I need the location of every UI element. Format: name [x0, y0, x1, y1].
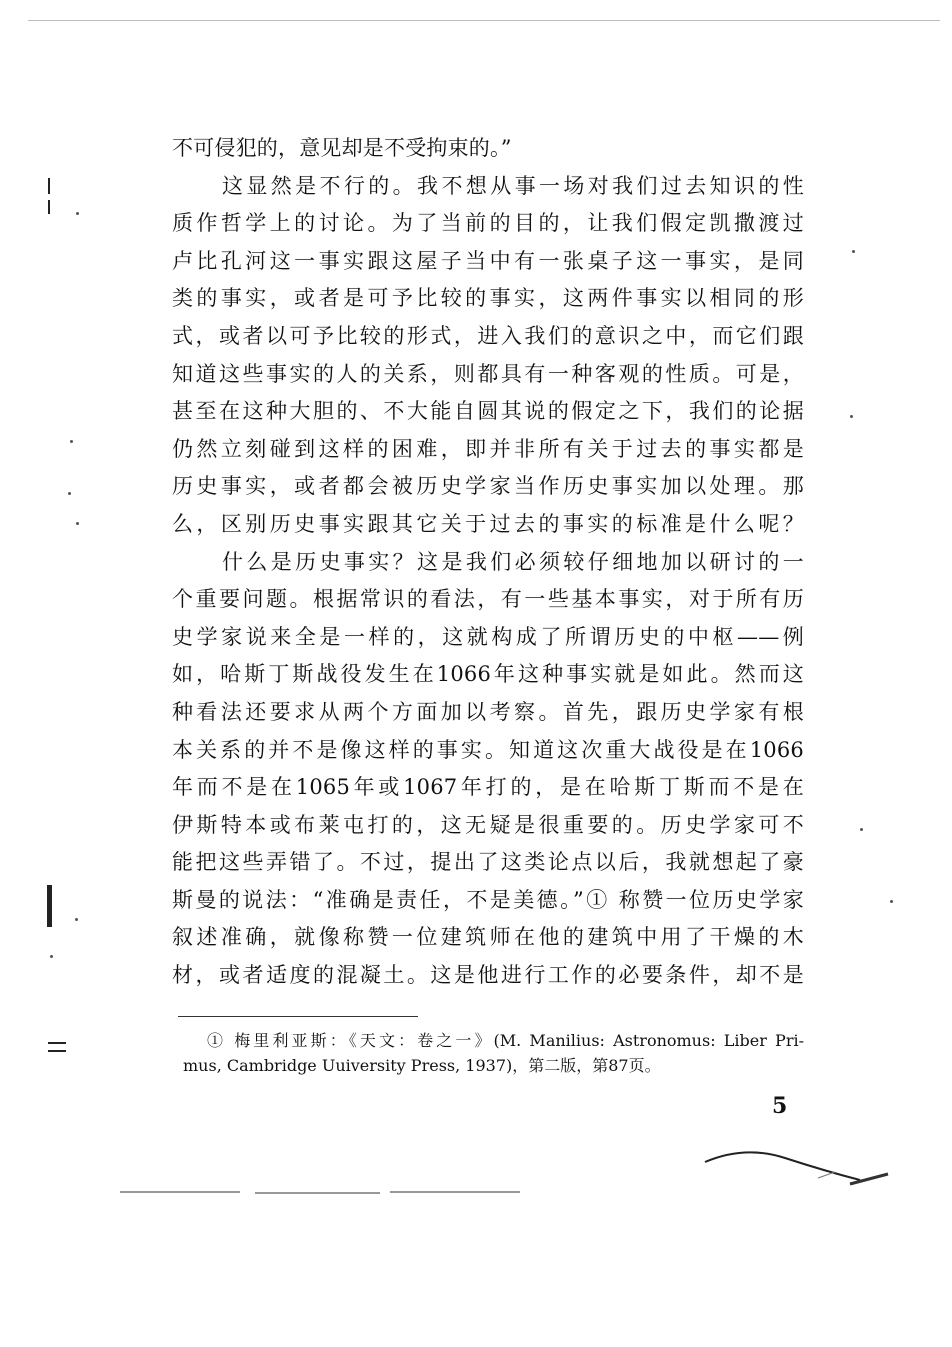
- text-line: 如，哈斯丁斯战役发生在1066年这种事实就是如此。然而这: [172, 662, 804, 687]
- scan-speck: [76, 212, 79, 215]
- footnote: [183, 1028, 804, 1078]
- text-line: 质作哲学上的讨论。为了当前的目的，让我们假定凯撒渡过: [172, 211, 804, 236]
- text-line: 种看法还要求从两个方面加以考察。首先，跟历史学家有根: [172, 699, 804, 724]
- text-line: 么，区别历史事实跟其它关于过去的事实的标准是什么呢？: [172, 511, 804, 536]
- text-line: 本关系的并不是像这样的事实。知道这次重大战役是在1066: [172, 737, 804, 762]
- text-line: 甚至在这种大胆的、不大能自圆其说的假定之下，我们的论据: [172, 399, 804, 424]
- text-line: 知道这些事实的人的关系，则都具有一种客观的性质。可是，: [172, 361, 804, 386]
- page-body: [172, 130, 804, 995]
- scan-curve-mark: [700, 1140, 900, 1200]
- scan-speck: [860, 828, 863, 831]
- text-line: 材，或者适度的混凝土。这是他进行工作的必要条件，却不是: [172, 963, 804, 988]
- scan-margin-mark: [48, 1050, 66, 1052]
- text-line: 历史事实，或者都会被历史学家当作历史事实加以处理。那: [172, 474, 804, 499]
- text-line: 叙述准确，就像称赞一位建筑师在他的建筑中用了干燥的木: [172, 925, 804, 950]
- scan-margin-mark: [47, 885, 52, 927]
- text-line: 史学家说来全是一样的，这就构成了所谓历史的中枢——例: [172, 624, 804, 649]
- scan-speck: [850, 415, 853, 418]
- text-line: 不可侵犯的，意见却是不受拘束的。”: [172, 136, 512, 160]
- text-line: 式，或者以可予比较的形式，进入我们的意识之中，而它们跟: [172, 323, 804, 348]
- top-rule: [28, 20, 940, 21]
- text-line: 卢比孔河这一事实跟这屋子当中有一张桌子这一事实，是同: [172, 248, 804, 273]
- scan-speck: [890, 900, 893, 903]
- page-number: 5: [772, 1093, 788, 1119]
- scan-speck: [852, 250, 855, 253]
- text-line: 年而不是在1065年或1067年打的，是在哈斯丁斯而不是在: [172, 775, 804, 800]
- scan-speck: [76, 522, 79, 525]
- text-line: 这显然是不行的。我不想从事一场对我们过去知识的性: [222, 173, 804, 198]
- scan-margin-mark: [48, 1042, 66, 1044]
- scan-speck: [50, 955, 53, 958]
- text-line: 能把这些弄错了。不过，提出了这类论点以后，我就想起了豪: [172, 850, 804, 875]
- scan-bottom-line: [120, 1188, 620, 1198]
- scan-margin-mark: [48, 178, 50, 194]
- footnote-rule: [178, 1016, 418, 1017]
- text-line: 什么是历史事实？这是我们必须较仔细地加以研讨的一: [222, 549, 804, 574]
- text-line: 伊斯特本或布莱屯打的，这无疑是很重要的。历史学家可不: [172, 812, 804, 837]
- footnote-line: ① 梅里利亚斯：《天文：卷之一》(M. Manilius: Astronomus: Liber Pri-: [207, 1031, 804, 1050]
- text-line: 仍然立刻碰到这样的困难，即并非所有关于过去的事实都是: [172, 436, 804, 461]
- text-line: 个重要问题。根据常识的看法，有一些基本事实，对于所有历: [172, 587, 804, 612]
- text-line: 斯曼的说法：“准确是责任，不是美德。”① 称赞一位历史学家: [172, 887, 804, 912]
- scan-speck: [70, 440, 73, 443]
- scan-margin-mark: [48, 200, 50, 214]
- scan-speck: [75, 918, 78, 921]
- text-line: 类的事实，或者是可予比较的事实，这两件事实以相同的形: [172, 286, 804, 311]
- scan-speck: [68, 492, 71, 495]
- footnote-line: mus, Cambridge Uuiversity Press, 1937)，第二版，第87页。: [183, 1056, 661, 1075]
